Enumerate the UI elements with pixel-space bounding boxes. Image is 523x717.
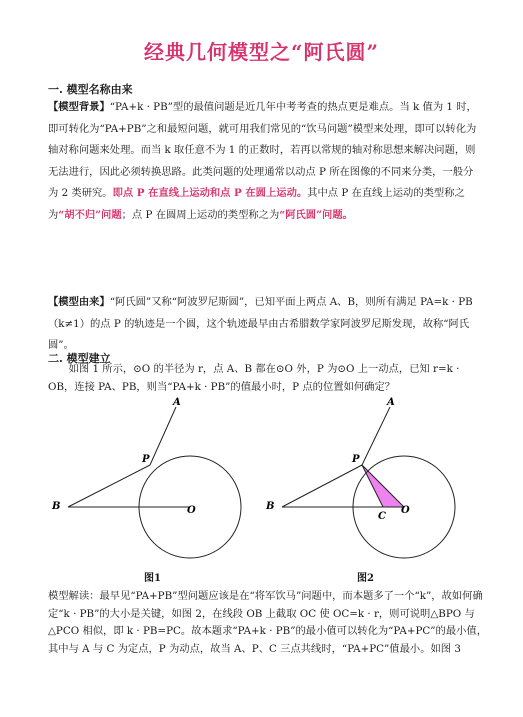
model-origin-paragraph [48,292,480,357]
fig2-label-A: A [387,397,395,408]
background-text-2: 其中点 P 在直线上运动的类型称之为 [48,187,465,221]
fig2-segment-PA [362,407,390,465]
fig2-label-O: O [401,505,410,516]
model-analysis-text: 模型解读：最早见“PA+PB”型问题应该是在“将军饮马”问题中，而本题多了一个“k”，故如何确定“k · PB”的大小是关键，如图 2，在线段 OB 上截取 OC 使 OC=k · r，则可说明△BPO 与△PCO 相似，即 k · PB=PC。故本题求“PA+k · PB”的最小值可以转化为“PA+PC”的最小值，其中与 A 与 C 为定点，P 为动点，故当 A、P、C 三点共线时，“PA+PC”值最小。如图 3 [48,590,488,655]
origin-label: 【模型由来】 [48,296,110,308]
fig2-label-C: C [378,511,386,522]
fig1-label-A: A [173,397,181,408]
figures-svg [0,395,523,585]
section-heading-origin: 一. 模型名称由来 [48,83,133,96]
fig2-label-P: P [352,454,360,465]
model-analysis-paragraph [48,588,488,658]
background-text-1: “PA+k · PB”型的最值问题是近几年中考考查的热点更是难点。当 k 值为 1 时，即可转化为“PA+PB”之和最短问题，就可用我们常见的“饮马问题”模型来处理，即可以转化为轴对称问题来处理。而当 k 取任意不为 1 的正数时，若再以常规的轴对称思想来解决问题，则无法进行，因此必须转换思路。此类问题的处理通常以动点 P 所在图像的不同来分类，一般分为 2 类研究。 [48,101,477,200]
model-setup-paragraph [48,360,480,396]
page-title: 经典几何模型之“阿氏圆” [143,40,379,64]
figure-1 [51,397,241,558]
fig1-label-B: B [52,501,61,512]
section-heading-model: 二. 模型建立 [48,352,111,365]
fig1-segment-PA [150,407,176,465]
figures-area [0,395,523,585]
origin-text: “阿氏圆”又称“阿波罗尼斯圆”，已知平面上两点 A、B，则所有满足 PA=k · PB（k≠1）的点 P 的轨迹是一个圆，这个轨迹最早由古希腊数学家阿波罗尼斯发现，故称“阿氏圆”。 [48,296,473,352]
background-highlight-1: 即点 P 在直线上运动和点 P 在圆上运动。 [112,187,308,200]
background-label: 【模型背景】 [48,101,110,113]
figure-1-caption: 图1 [144,573,161,584]
background-text-3: ；点 P 在圆周上运动的类型称之为 [121,208,280,221]
figure-2-caption: 图2 [357,573,374,584]
fig1-label-O: O [187,505,196,516]
background-highlight-3: “阿氏圆”问题。 [279,208,353,221]
fig1-segment-BP [68,465,150,507]
fig2-label-B: B [266,501,275,512]
model-background-paragraph [48,97,480,227]
fig2-segment-BP [282,465,362,507]
fig1-label-P: P [142,454,150,465]
model-setup-text: 如图 1 所示，⊙O 的半径为 r，点 A、B 都在⊙O 外，P 为⊙O 上一动点，已知 r=k · OB，连接 PA、PB，则当“PA+k · PB”的值最小时，P 点的位置如何确定？ [48,363,460,393]
fig2-triangle-PCO [362,465,404,507]
background-highlight-2: “胡不归”问题 [58,208,122,221]
figure-2 [265,397,455,558]
